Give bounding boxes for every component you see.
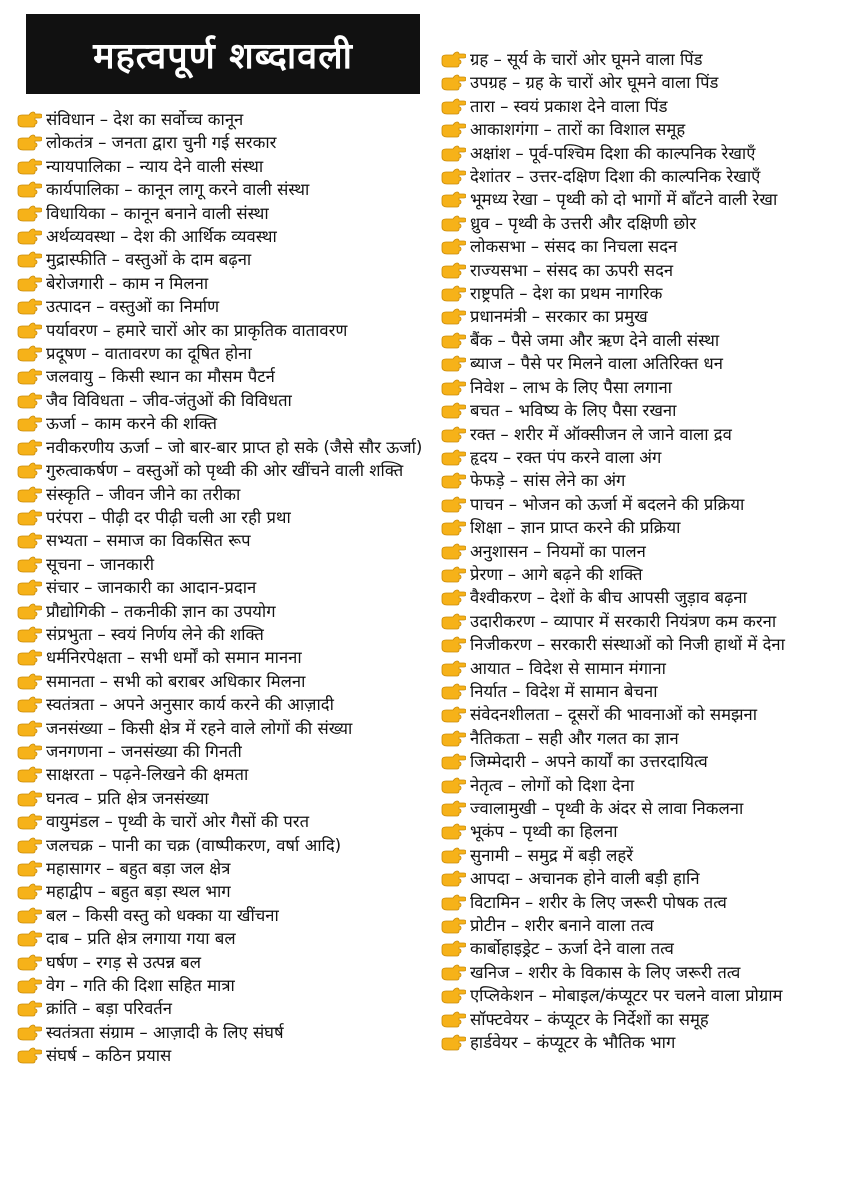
glossary-entry-text: आपदा – अचानक होने वाली बड़ी हानि [470, 869, 700, 889]
glossary-entry [440, 703, 840, 726]
glossary-entry [16, 600, 428, 623]
pointing-hand-icon [440, 633, 470, 656]
glossary-entry [440, 680, 840, 703]
pointing-hand-icon [440, 235, 470, 258]
pointing-hand-icon [440, 820, 470, 843]
glossary-entry [16, 342, 428, 365]
pointing-hand-icon [440, 797, 470, 820]
glossary-entry-text: धर्मनिरपेक्षता – सभी धर्मों को समान मानना [46, 648, 302, 668]
pointing-hand-icon [16, 155, 46, 178]
glossary-entry [16, 272, 428, 295]
pointing-hand-icon [440, 165, 470, 188]
glossary-entry [440, 563, 840, 586]
pointing-hand-icon [440, 937, 470, 960]
glossary-entry [440, 797, 840, 820]
glossary-right-column [440, 48, 840, 1054]
glossary-entry [440, 914, 840, 937]
glossary-entry-text: प्रौद्योगिकी – तकनीकी ज्ञान का उपयोग [46, 601, 276, 621]
glossary-entry [440, 750, 840, 773]
pointing-hand-icon [16, 600, 46, 623]
pointing-hand-icon [440, 891, 470, 914]
glossary-entry-text: संवेदनशीलता – दूसरों की भावनाओं को समझना [470, 705, 758, 725]
glossary-entry-text: जलवायु – किसी स्थान का मौसम पैटर्न [46, 367, 275, 387]
pointing-hand-icon [440, 516, 470, 539]
glossary-entry-text: लोकसभा – संसद का निचला सदन [470, 237, 678, 257]
glossary-entry-text: गुरुत्वाकर्षण – वस्तुओं को पृथ्वी की ओर खींचने वाली शक्ति [46, 461, 404, 481]
glossary-entry-text: दाब – प्रति क्षेत्र लगाया गया बल [46, 929, 236, 949]
glossary-entry-text: कार्यपालिका – कानून लागू करने वाली संस्था [46, 180, 310, 200]
pointing-hand-icon [16, 997, 46, 1020]
pointing-hand-icon [440, 610, 470, 633]
glossary-entry-text: जनगणना – जनसंख्या की गिनती [46, 741, 242, 761]
pointing-hand-icon [440, 399, 470, 422]
pointing-hand-icon [16, 412, 46, 435]
glossary-entry [440, 774, 840, 797]
glossary-entry-text: ज्वालामुखी – पृथ्वी के अंदर से लावा निकलना [470, 799, 744, 818]
glossary-entry-text: सुनामी – समुद्र में बड़ी लहरें [470, 845, 633, 865]
glossary-entry-text: अक्षांश – पूर्व-पश्चिम दिशा की काल्पनिक रेखाएँ [470, 143, 756, 163]
glossary-entry-text: लोकतंत्र – जनता द्वारा चुनी गई सरकार [46, 133, 277, 153]
pointing-hand-icon [440, 118, 470, 141]
glossary-entry [440, 867, 840, 890]
glossary-entry-text: विधायिका – कानून बनाने वाली संस्था [46, 203, 269, 223]
glossary-entry-text: उदारीकरण – व्यापार में सरकारी नियंत्रण कम करना [470, 611, 777, 631]
glossary-entry [440, 540, 840, 563]
pointing-hand-icon [440, 259, 470, 282]
glossary-entry [16, 1044, 428, 1067]
glossary-entry-text: प्रदूषण – वातावरण का दूषित होना [46, 344, 252, 364]
glossary-entry [16, 810, 428, 833]
pointing-hand-icon [16, 506, 46, 529]
page-title: महत्वपूर्ण शब्दावली [26, 14, 420, 94]
glossary-entry [440, 1031, 840, 1054]
glossary-entry-text: क्रांति – बड़ा परिवर्तन [46, 999, 172, 1019]
pointing-hand-icon [16, 857, 46, 880]
glossary-entry [16, 295, 428, 318]
pointing-hand-icon [16, 483, 46, 506]
pointing-hand-icon [16, 365, 46, 388]
glossary-entry-text: फेफड़े – सांस लेने का अंग [470, 471, 626, 491]
glossary-entry-text: न्यायपालिका – न्याय देने वाली संस्था [46, 156, 264, 176]
pointing-hand-icon [440, 282, 470, 305]
glossary-entry-text: एप्लिकेशन – मोबाइल/कंप्यूटर पर चलने वाला प्रोग्राम [470, 986, 783, 1006]
pointing-hand-icon [440, 984, 470, 1007]
glossary-entry-text: बचत – भविष्य के लिए पैसा रखना [470, 401, 677, 421]
glossary-entry [16, 131, 428, 154]
glossary-entry [16, 740, 428, 763]
pointing-hand-icon [16, 623, 46, 646]
glossary-entry [440, 95, 840, 118]
glossary-entry [16, 951, 428, 974]
pointing-hand-icon [16, 225, 46, 248]
pointing-hand-icon [16, 787, 46, 810]
glossary-entry-text: बल – किसी वस्तु को धक्का या खींचना [46, 905, 279, 925]
glossary-entry [440, 71, 840, 94]
pointing-hand-icon [16, 131, 46, 154]
pointing-hand-icon [16, 342, 46, 365]
glossary-entry-text: ऊर्जा – काम करने की शक्ति [46, 414, 217, 434]
glossary-entry-text: अर्थव्यवस्था – देश की आर्थिक व्यवस्था [46, 227, 277, 247]
glossary-entry [440, 259, 840, 282]
pointing-hand-icon [440, 703, 470, 726]
glossary-entry [440, 376, 840, 399]
glossary-entry-text: पाचन – भोजन को ऊर्जा में बदलने की प्रक्रिया [470, 494, 745, 514]
pointing-hand-icon [440, 961, 470, 984]
glossary-entry [16, 202, 428, 225]
glossary-entry [440, 844, 840, 867]
glossary-entry-text: जलचक्र – पानी का चक्र (वाष्पीकरण, वर्षा आदि) [46, 835, 342, 855]
glossary-entry-text: खनिज – शरीर के विकास के लिए जरूरी तत्व [470, 962, 741, 982]
pointing-hand-icon [16, 202, 46, 225]
glossary-entry-text: प्रधानमंत्री – सरकार का प्रमुख [470, 307, 648, 327]
pointing-hand-icon [16, 272, 46, 295]
glossary-entry-text: जिम्मेदारी – अपने कार्यों का उत्तरदायित्व [470, 752, 708, 772]
glossary-entry [440, 820, 840, 843]
glossary-entry-text: देशांतर – उत्तर-दक्षिण दिशा की काल्पनिक रेखाएँ [470, 167, 761, 187]
glossary-entry-text: घर्षण – रगड़ से उत्पन्न बल [46, 952, 201, 972]
glossary-entry-text: सभ्यता – समाज का विकसित रूप [46, 531, 251, 551]
pointing-hand-icon [16, 1044, 46, 1067]
glossary-entry [440, 937, 840, 960]
pointing-hand-icon [440, 727, 470, 750]
glossary-entry-text: संविधान – देश का सर्वोच्च कानून [46, 110, 244, 129]
glossary-entry [16, 717, 428, 740]
pointing-hand-icon [16, 319, 46, 342]
glossary-entry [16, 365, 428, 388]
pointing-hand-icon [440, 329, 470, 352]
glossary-entry [16, 483, 428, 506]
glossary-entry [16, 787, 428, 810]
glossary-entry-text: समानता – सभी को बराबर अधिकार मिलना [46, 671, 306, 691]
glossary-entry [440, 235, 840, 258]
pointing-hand-icon [16, 108, 46, 131]
glossary-entry [16, 646, 428, 669]
pointing-hand-icon [16, 248, 46, 271]
pointing-hand-icon [16, 576, 46, 599]
glossary-left-column [16, 108, 428, 1068]
glossary-entry [16, 225, 428, 248]
pointing-hand-icon [440, 469, 470, 492]
pointing-hand-icon [16, 646, 46, 669]
glossary-entry-text: रक्त – शरीर में ऑक्सीजन ले जाने वाला द्रव [470, 424, 732, 444]
glossary-entry-text: नेतृत्व – लोगों को दिशा देना [470, 775, 635, 795]
pointing-hand-icon [440, 563, 470, 586]
glossary-entry [16, 248, 428, 271]
glossary-entry [16, 459, 428, 482]
pointing-hand-icon [16, 529, 46, 552]
glossary-entry-text: संस्कृति – जीवन जीने का तरीका [46, 484, 241, 504]
pointing-hand-icon [440, 352, 470, 375]
glossary-entry [440, 586, 840, 609]
glossary-entry [16, 576, 428, 599]
glossary-entry [16, 974, 428, 997]
pointing-hand-icon [16, 951, 46, 974]
glossary-entry-text: स्वतंत्रता संग्राम – आज़ादी के लिए संघर्ष [46, 1022, 284, 1042]
glossary-entry-text: सूचना – जानकारी [46, 554, 155, 574]
pointing-hand-icon [16, 834, 46, 857]
glossary-entry-text: भूमध्य रेखा – पृथ्वी को दो भागों में बाँटने वाली रेखा [470, 190, 778, 210]
pointing-hand-icon [16, 717, 46, 740]
glossary-entry [16, 412, 428, 435]
glossary-entry [16, 178, 428, 201]
glossary-entry [16, 670, 428, 693]
glossary-entry-text: बेरोजगारी – काम न मिलना [46, 273, 209, 293]
pointing-hand-icon [440, 1031, 470, 1054]
glossary-entry [16, 389, 428, 412]
glossary-entry-text: हृदय – रक्त पंप करने वाला अंग [470, 447, 662, 467]
pointing-hand-icon [440, 867, 470, 890]
glossary-entry-text: महासागर – बहुत बड़ा जल क्षेत्र [46, 859, 231, 878]
glossary-entry-text: महाद्वीप – बहुत बड़ा स्थल भाग [46, 882, 231, 902]
glossary-entry-text: मुद्रास्फीति – वस्तुओं के दाम बढ़ना [46, 250, 252, 270]
glossary-entry-text: आकाशगंगा – तारों का विशाल समूह [470, 120, 686, 140]
pointing-hand-icon [16, 389, 46, 412]
glossary-entry-text: जैव विविधता – जीव-जंतुओं की विविधता [46, 390, 292, 410]
pointing-hand-icon [440, 774, 470, 797]
glossary-entry-text: पर्यावरण – हमारे चारों ओर का प्राकृतिक वातावरण [46, 320, 348, 340]
glossary-entry-text: ग्रह – सूर्य के चारों ओर घूमने वाला पिंड [470, 50, 703, 69]
pointing-hand-icon [16, 553, 46, 576]
glossary-entry-text: आयात – विदेश से सामान मंगाना [470, 658, 666, 678]
glossary-entry [440, 1008, 840, 1031]
pointing-hand-icon [16, 740, 46, 763]
glossary-entry-text: शिक्षा – ज्ञान प्राप्त करने की प्रक्रिया [470, 518, 681, 538]
pointing-hand-icon [440, 71, 470, 94]
glossary-entry-text: स्वतंत्रता – अपने अनुसार कार्य करने की आज़ादी [46, 695, 334, 715]
glossary-entry-text: निवेश – लाभ के लिए पैसा लगाना [470, 377, 672, 397]
pointing-hand-icon [440, 188, 470, 211]
glossary-entry [440, 633, 840, 656]
glossary-entry-text: संचार – जानकारी का आदान-प्रदान [46, 578, 257, 598]
glossary-entry-text: परंपरा – पीढ़ी दर पीढ़ी चली आ रही प्रथा [46, 507, 291, 527]
pointing-hand-icon [16, 178, 46, 201]
pointing-hand-icon [440, 750, 470, 773]
glossary-entry [16, 880, 428, 903]
glossary-entry [16, 997, 428, 1020]
glossary-entry [16, 927, 428, 950]
glossary-entry-text: ध्रुव – पृथ्वी के उत्तरी और दक्षिणी छोर [470, 213, 697, 233]
pointing-hand-icon [440, 586, 470, 609]
glossary-entry [16, 553, 428, 576]
glossary-entry-text: उत्पादन – वस्तुओं का निर्माण [46, 297, 220, 317]
pointing-hand-icon [16, 693, 46, 716]
glossary-entry [440, 469, 840, 492]
glossary-entry-text: नवीकरणीय ऊर्जा – जो बार-बार प्राप्त हो सके (जैसे सौर ऊर्जा) [46, 437, 423, 457]
glossary-entry-text: सॉफ्टवेयर – कंप्यूटर के निर्देशों का समूह [470, 1009, 709, 1029]
glossary-entry [16, 436, 428, 459]
glossary-entry [440, 423, 840, 446]
glossary-entry-text: वायुमंडल – पृथ्वी के चारों ओर गैसों की परत [46, 812, 310, 832]
pointing-hand-icon [440, 95, 470, 118]
glossary-entry-text: प्रेरणा – आगे बढ़ने की शक्ति [470, 564, 643, 584]
glossary-entry-text: निजीकरण – सरकारी संस्थाओं को निजी हाथों में देना [470, 635, 785, 655]
pointing-hand-icon [440, 540, 470, 563]
glossary-entry-text: संप्रभुता – स्वयं निर्णय लेने की शक्ति [46, 624, 264, 644]
glossary-entry-text: ब्याज – पैसे पर मिलने वाला अतिरिक्त धन [470, 354, 723, 374]
glossary-entry [16, 108, 428, 131]
glossary-entry-text: राष्ट्रपति – देश का प्रथम नागरिक [470, 284, 663, 304]
glossary-entry [440, 118, 840, 141]
glossary-entry [440, 329, 840, 352]
pointing-hand-icon [440, 446, 470, 469]
glossary-entry [440, 516, 840, 539]
pointing-hand-icon [440, 680, 470, 703]
pointing-hand-icon [16, 974, 46, 997]
pointing-hand-icon [16, 880, 46, 903]
pointing-hand-icon [440, 48, 470, 71]
glossary-entry-text: वैश्वीकरण – देशों के बीच आपसी जुड़ाव बढ़ना [470, 588, 747, 608]
glossary-entry [440, 212, 840, 235]
pointing-hand-icon [440, 212, 470, 235]
glossary-entry-text: तारा – स्वयं प्रकाश देने वाला पिंड [470, 96, 668, 116]
glossary-entry [440, 446, 840, 469]
glossary-entry-text: हार्डवेयर – कंप्यूटर के भौतिक भाग [470, 1033, 676, 1053]
glossary-entry [440, 48, 840, 71]
glossary-entry [16, 506, 428, 529]
glossary-entry-text: भूकंप – पृथ्वी का हिलना [470, 822, 618, 842]
pointing-hand-icon [16, 810, 46, 833]
glossary-entry [440, 727, 840, 750]
glossary-entry-text: उपग्रह – ग्रह के चारों ओर घूमने वाला पिंड [470, 73, 719, 93]
glossary-entry [440, 399, 840, 422]
glossary-entry [440, 282, 840, 305]
pointing-hand-icon [16, 670, 46, 693]
glossary-entry [16, 763, 428, 786]
glossary-entry [440, 352, 840, 375]
pointing-hand-icon [16, 1021, 46, 1044]
pointing-hand-icon [440, 423, 470, 446]
glossary-entry-text: प्रोटीन – शरीर बनाने वाला तत्व [470, 916, 654, 936]
glossary-entry-text: अनुशासन – नियमों का पालन [470, 541, 646, 561]
glossary-entry-text: घनत्व – प्रति क्षेत्र जनसंख्या [46, 788, 209, 808]
glossary-entry-text: नैतिकता – सही और गलत का ज्ञान [470, 728, 679, 748]
glossary-entry-text: साक्षरता – पढ़ने-लिखने की क्षमता [46, 765, 249, 785]
pointing-hand-icon [440, 493, 470, 516]
glossary-entry [16, 1021, 428, 1044]
glossary-entry [16, 623, 428, 646]
glossary-entry [440, 984, 840, 1007]
glossary-entry [16, 155, 428, 178]
glossary-entry [440, 657, 840, 680]
glossary-entry [16, 834, 428, 857]
pointing-hand-icon [440, 914, 470, 937]
pointing-hand-icon [16, 927, 46, 950]
pointing-hand-icon [16, 904, 46, 927]
glossary-entry [440, 961, 840, 984]
glossary-entry [16, 319, 428, 342]
glossary-entry [16, 529, 428, 552]
pointing-hand-icon [16, 459, 46, 482]
glossary-entry [440, 142, 840, 165]
glossary-entry [16, 904, 428, 927]
glossary-entry [16, 857, 428, 880]
glossary-entry-text: राज्यसभा – संसद का ऊपरी सदन [470, 260, 674, 280]
glossary-entry-text: बैंक – पैसे जमा और ऋण देने वाली संस्था [470, 330, 720, 350]
glossary-entry-text: विटामिन – शरीर के लिए जरूरी पोषक तत्व [470, 892, 727, 912]
pointing-hand-icon [440, 657, 470, 680]
pointing-hand-icon [16, 763, 46, 786]
glossary-entry-text: वेग – गति की दिशा सहित मात्रा [46, 976, 235, 996]
glossary-entry [440, 891, 840, 914]
glossary-entry-text: निर्यात – विदेश में सामान बेचना [470, 681, 658, 701]
glossary-entry [440, 610, 840, 633]
pointing-hand-icon [440, 305, 470, 328]
glossary-entry [440, 188, 840, 211]
glossary-entry-text: संघर्ष – कठिन प्रयास [46, 1046, 172, 1066]
pointing-hand-icon [16, 436, 46, 459]
glossary-entry [440, 493, 840, 516]
pointing-hand-icon [440, 1008, 470, 1031]
glossary-entry-text: कार्बोहाइड्रेट – ऊर्जा देने वाला तत्व [470, 939, 674, 959]
pointing-hand-icon [440, 142, 470, 165]
pointing-hand-icon [440, 844, 470, 867]
pointing-hand-icon [16, 295, 46, 318]
glossary-entry-text: जनसंख्या – किसी क्षेत्र में रहने वाले लोगों की संख्या [46, 718, 353, 738]
glossary-entry [440, 165, 840, 188]
glossary-entry [16, 693, 428, 716]
pointing-hand-icon [440, 376, 470, 399]
glossary-entry [440, 305, 840, 328]
